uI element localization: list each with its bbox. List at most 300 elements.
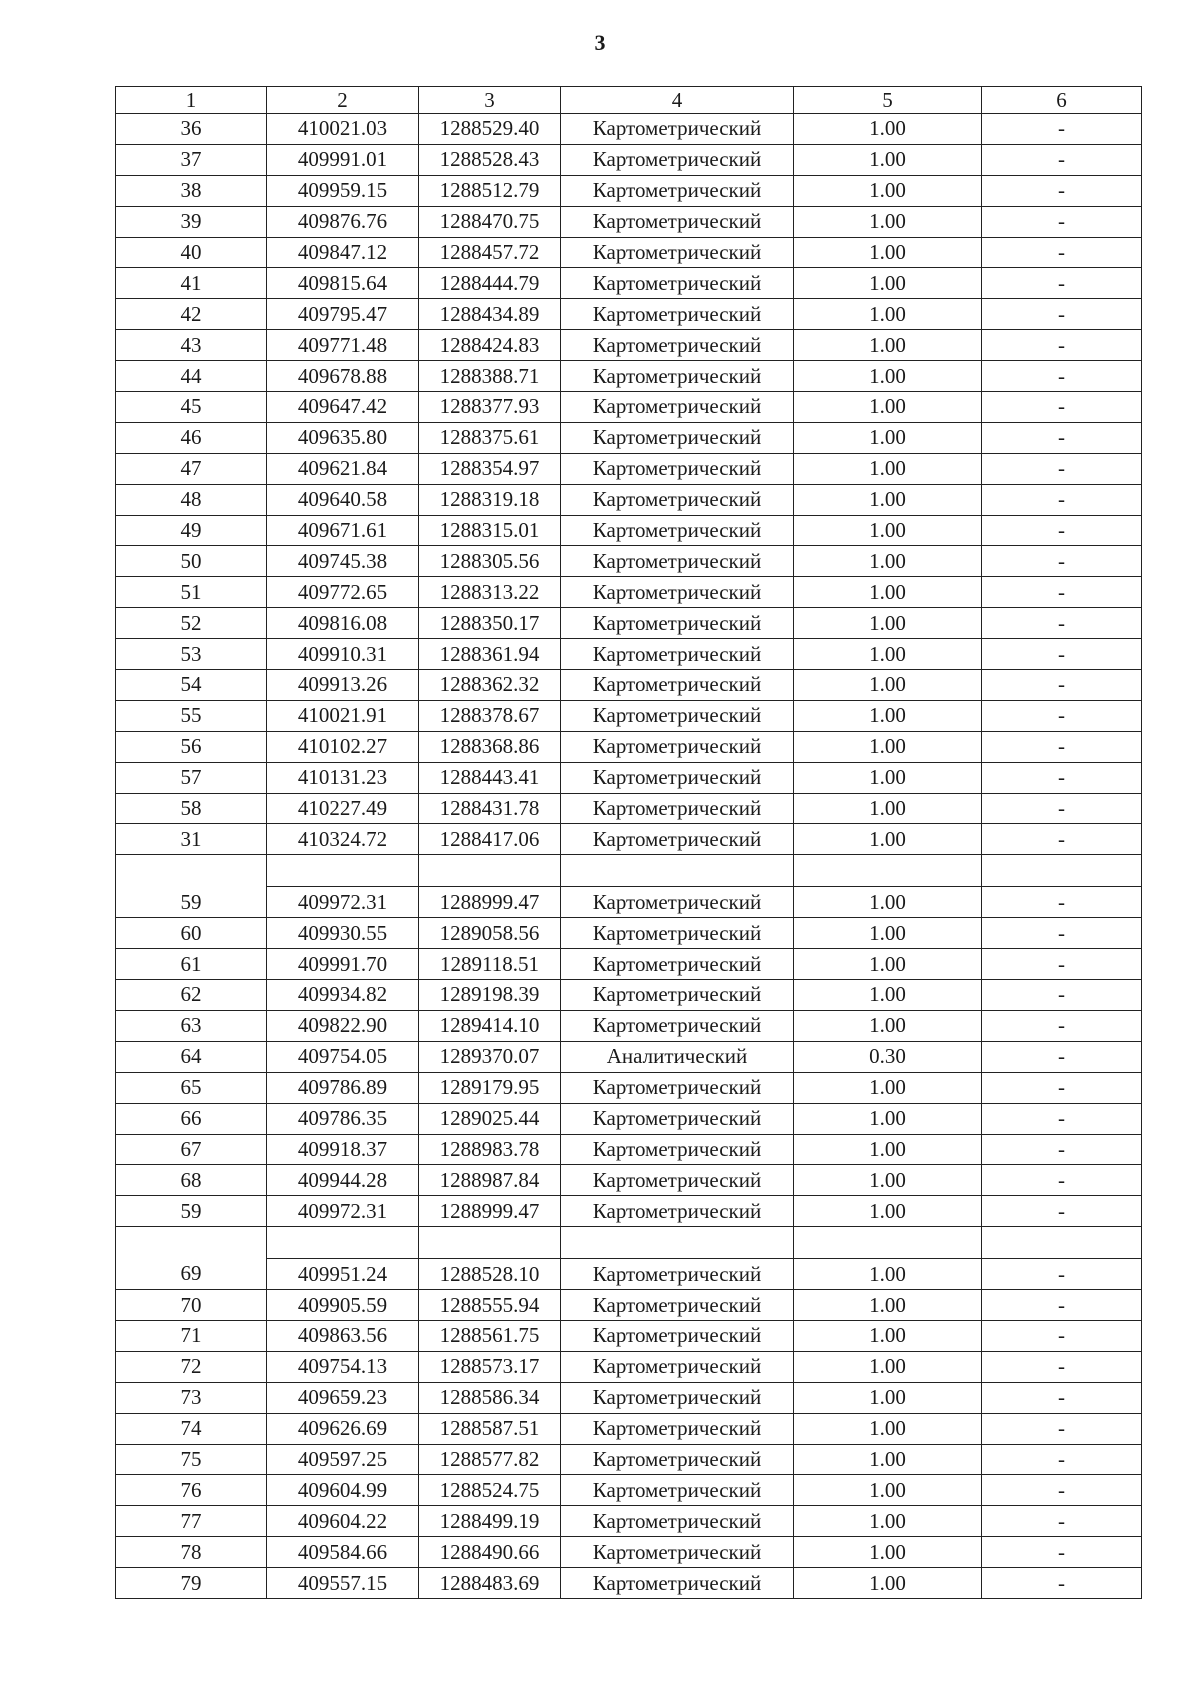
column-header: 6 [982, 87, 1142, 114]
table-cell [116, 855, 267, 887]
table-cell: 76 [116, 1475, 267, 1506]
table-row [116, 918, 1142, 949]
table-row [116, 484, 1142, 515]
table-cell [794, 1227, 982, 1259]
table-row [116, 392, 1142, 423]
table-cell: 409640.58 [267, 484, 419, 515]
table-row [116, 824, 1142, 855]
table-row [116, 144, 1142, 175]
table-cell: Картометрический [561, 515, 794, 546]
table-cell: 1288434.89 [419, 299, 561, 330]
table-row [116, 1134, 1142, 1165]
table-cell: 1.00 [794, 608, 982, 639]
table-cell: 1.00 [794, 144, 982, 175]
table-cell: 1288361.94 [419, 639, 561, 670]
table-cell: 1289370.07 [419, 1041, 561, 1072]
table-cell: 46 [116, 422, 267, 453]
table-cell: Картометрический [561, 918, 794, 949]
table-cell: 1288443.41 [419, 762, 561, 793]
table-row [116, 980, 1142, 1011]
table-cell: - [982, 980, 1142, 1011]
table-cell: 409910.31 [267, 639, 419, 670]
table-cell: 73 [116, 1382, 267, 1413]
table-cell: - [982, 887, 1142, 918]
table-cell: - [982, 1290, 1142, 1321]
column-header: 1 [116, 87, 267, 114]
table-cell: 1.00 [794, 1413, 982, 1444]
table-cell: 1288388.71 [419, 361, 561, 392]
table-cell: 409754.05 [267, 1041, 419, 1072]
table-cell: 1.00 [794, 1444, 982, 1475]
table-cell: - [982, 144, 1142, 175]
table-cell: Картометрический [561, 1413, 794, 1444]
table-row [116, 608, 1142, 639]
table-cell [794, 855, 982, 887]
table-cell: 37 [116, 144, 267, 175]
table-cell [419, 1227, 561, 1259]
table-cell: Картометрический [561, 361, 794, 392]
table-row [116, 1103, 1142, 1134]
table-cell: 1.00 [794, 1568, 982, 1599]
table-cell: 409772.65 [267, 577, 419, 608]
table-cell: - [982, 670, 1142, 701]
coordinates-table [115, 86, 1142, 1599]
table-cell: 1288313.22 [419, 577, 561, 608]
table-cell: 409913.26 [267, 670, 419, 701]
table-cell: 1.00 [794, 980, 982, 1011]
table-row [116, 546, 1142, 577]
table-cell: Картометрический [561, 1134, 794, 1165]
table-cell [982, 1227, 1142, 1259]
table-cell: 48 [116, 484, 267, 515]
table-cell: 1.00 [794, 1196, 982, 1227]
table-cell: - [982, 700, 1142, 731]
table-cell: - [982, 1413, 1142, 1444]
table-cell: 1.00 [794, 1290, 982, 1321]
table-cell: 409671.61 [267, 515, 419, 546]
table-cell: 1289198.39 [419, 980, 561, 1011]
table-cell: 1.00 [794, 114, 982, 145]
table-cell: Картометрический [561, 1320, 794, 1351]
table-cell: 409863.56 [267, 1320, 419, 1351]
table-cell: - [982, 546, 1142, 577]
table-cell: 1288444.79 [419, 268, 561, 299]
table-cell: Картометрический [561, 1444, 794, 1475]
table-cell: 409745.38 [267, 546, 419, 577]
table-row [116, 515, 1142, 546]
table-cell: 409659.23 [267, 1382, 419, 1413]
table-cell: - [982, 422, 1142, 453]
table-cell: 409604.99 [267, 1475, 419, 1506]
table-cell: Картометрический [561, 1010, 794, 1041]
table-cell: 409959.15 [267, 175, 419, 206]
table-cell: Картометрический [561, 392, 794, 423]
table-cell: 57 [116, 762, 267, 793]
table-cell: 1.00 [794, 1010, 982, 1041]
table-cell: Картометрический [561, 670, 794, 701]
table-cell: 1288362.32 [419, 670, 561, 701]
table-cell: 409678.88 [267, 361, 419, 392]
table-cell: 1288483.69 [419, 1568, 561, 1599]
table-cell: 410102.27 [267, 731, 419, 762]
table-cell: 1288417.06 [419, 824, 561, 855]
table-cell: 1288529.40 [419, 114, 561, 145]
table-cell: 1288377.93 [419, 392, 561, 423]
table-cell: 40 [116, 237, 267, 268]
table-cell: 60 [116, 918, 267, 949]
table-cell: 1.00 [794, 1506, 982, 1537]
table-row [116, 237, 1142, 268]
table-row [116, 577, 1142, 608]
table-cell: Картометрический [561, 1351, 794, 1382]
table-row [116, 887, 1142, 918]
table-cell: Картометрический [561, 762, 794, 793]
header-row [116, 87, 1142, 114]
table-cell: 39 [116, 206, 267, 237]
table-row [116, 1320, 1142, 1351]
table-row [116, 1196, 1142, 1227]
table-cell: Картометрический [561, 114, 794, 145]
table-cell: 61 [116, 949, 267, 980]
table-cell [419, 855, 561, 887]
table-cell: - [982, 949, 1142, 980]
table-cell: 1.00 [794, 1475, 982, 1506]
table-cell: Картометрический [561, 1382, 794, 1413]
table-cell: - [982, 392, 1142, 423]
table-cell: - [982, 1475, 1142, 1506]
table-cell: 70 [116, 1290, 267, 1321]
table-cell: 75 [116, 1444, 267, 1475]
table-cell: 1.00 [794, 700, 982, 731]
table-cell: 66 [116, 1103, 267, 1134]
table-cell: 1289118.51 [419, 949, 561, 980]
table-cell: - [982, 330, 1142, 361]
table-cell: - [982, 1382, 1142, 1413]
table-cell: 409604.22 [267, 1506, 419, 1537]
table-cell: 55 [116, 700, 267, 731]
table-cell: - [982, 1165, 1142, 1196]
table-cell: Картометрический [561, 1196, 794, 1227]
table-cell: - [982, 1259, 1142, 1290]
table-cell: - [982, 824, 1142, 855]
column-header: 3 [419, 87, 561, 114]
table-cell: - [982, 639, 1142, 670]
table-cell: 1.00 [794, 422, 982, 453]
table-cell: 1.00 [794, 1382, 982, 1413]
table-cell: 1.00 [794, 1537, 982, 1568]
table-cell: 1.00 [794, 824, 982, 855]
column-header: 4 [561, 87, 794, 114]
table-cell: - [982, 206, 1142, 237]
table-cell: Картометрический [561, 1072, 794, 1103]
table-cell: 53 [116, 639, 267, 670]
table-cell: 50 [116, 546, 267, 577]
table-cell: - [982, 608, 1142, 639]
table-cell: Картометрический [561, 793, 794, 824]
table-cell: - [982, 1537, 1142, 1568]
table-cell: 54 [116, 670, 267, 701]
table-cell: 51 [116, 577, 267, 608]
table-cell: Картометрический [561, 175, 794, 206]
table-cell: - [982, 793, 1142, 824]
table-cell: 43 [116, 330, 267, 361]
table-cell: 64 [116, 1041, 267, 1072]
table-cell: 1.00 [794, 577, 982, 608]
table-cell: 1288999.47 [419, 1196, 561, 1227]
table-cell: - [982, 1444, 1142, 1475]
table-cell: - [982, 731, 1142, 762]
table-cell: Картометрический [561, 206, 794, 237]
table-cell: 1.00 [794, 1072, 982, 1103]
table-cell: 1288528.10 [419, 1259, 561, 1290]
table-cell: - [982, 515, 1142, 546]
table-cell: - [982, 114, 1142, 145]
table-row [116, 175, 1142, 206]
table-cell: - [982, 299, 1142, 330]
table-cell: 409991.01 [267, 144, 419, 175]
table-cell: 1.00 [794, 1103, 982, 1134]
table-cell: Картометрический [561, 484, 794, 515]
table-cell: - [982, 237, 1142, 268]
table-cell: 1288586.34 [419, 1382, 561, 1413]
table-cell: 1288457.72 [419, 237, 561, 268]
table-cell: 1288555.94 [419, 1290, 561, 1321]
table-cell: 59 [116, 887, 267, 918]
table-cell: 410227.49 [267, 793, 419, 824]
table-cell: 1288470.75 [419, 206, 561, 237]
table-cell: 409944.28 [267, 1165, 419, 1196]
table-cell [982, 855, 1142, 887]
table-cell: 0.30 [794, 1041, 982, 1072]
table-row [116, 206, 1142, 237]
table-cell: Картометрический [561, 1165, 794, 1196]
table-cell: 1.00 [794, 392, 982, 423]
table-cell: 409991.70 [267, 949, 419, 980]
table-cell: 409951.24 [267, 1259, 419, 1290]
table-cell: 1.00 [794, 268, 982, 299]
table-cell: Картометрический [561, 453, 794, 484]
table-cell: 1288375.61 [419, 422, 561, 453]
table-cell: 45 [116, 392, 267, 423]
table-cell: Картометрический [561, 144, 794, 175]
table-cell: 1288315.01 [419, 515, 561, 546]
table-cell: Картометрический [561, 546, 794, 577]
table-cell: 72 [116, 1351, 267, 1382]
table-cell [267, 855, 419, 887]
table-row [116, 1444, 1142, 1475]
table-row [116, 453, 1142, 484]
table-cell: 409918.37 [267, 1134, 419, 1165]
table-cell: 1.00 [794, 762, 982, 793]
table-cell: Картометрический [561, 1103, 794, 1134]
table-cell: 1288368.86 [419, 731, 561, 762]
table-cell: Картометрический [561, 1259, 794, 1290]
table-row [116, 268, 1142, 299]
table-cell: 409905.59 [267, 1290, 419, 1321]
table-cell: Картометрический [561, 639, 794, 670]
table-cell: - [982, 1103, 1142, 1134]
table-cell: - [982, 1320, 1142, 1351]
table-cell: 1288512.79 [419, 175, 561, 206]
table-cell: 1288431.78 [419, 793, 561, 824]
table-cell: 1288983.78 [419, 1134, 561, 1165]
table-cell: 67 [116, 1134, 267, 1165]
table-cell: 409754.13 [267, 1351, 419, 1382]
table-cell: 63 [116, 1010, 267, 1041]
table-row [116, 1259, 1142, 1290]
table-cell: - [982, 577, 1142, 608]
table-cell: 1.00 [794, 1259, 982, 1290]
table-cell: 1.00 [794, 949, 982, 980]
table-row [116, 1351, 1142, 1382]
table-cell: Картометрический [561, 1568, 794, 1599]
table-cell: 1289058.56 [419, 918, 561, 949]
table-cell: 44 [116, 361, 267, 392]
table-cell: 56 [116, 731, 267, 762]
table-cell: 410021.03 [267, 114, 419, 145]
table-cell: 409972.31 [267, 887, 419, 918]
table-row [116, 1568, 1142, 1599]
table-cell: 1.00 [794, 639, 982, 670]
table-cell: - [982, 1351, 1142, 1382]
table-cell: 410021.91 [267, 700, 419, 731]
table-cell: 1288528.43 [419, 144, 561, 175]
table-header [116, 87, 1142, 114]
table-cell: 409557.15 [267, 1568, 419, 1599]
table-cell: 49 [116, 515, 267, 546]
table-cell: - [982, 175, 1142, 206]
table-cell: 1.00 [794, 731, 982, 762]
table-cell: 1288499.19 [419, 1506, 561, 1537]
table-cell: 410324.72 [267, 824, 419, 855]
table-separator-row [116, 1227, 1142, 1259]
table-cell: 1288354.97 [419, 453, 561, 484]
table-cell: - [982, 1010, 1142, 1041]
table-cell: 1288577.82 [419, 1444, 561, 1475]
table-cell: 42 [116, 299, 267, 330]
table-cell: 1289414.10 [419, 1010, 561, 1041]
table-cell: - [982, 1134, 1142, 1165]
table-cell: 74 [116, 1413, 267, 1444]
table-cell: 38 [116, 175, 267, 206]
table-cell: 1.00 [794, 1320, 982, 1351]
table-cell: 409635.80 [267, 422, 419, 453]
table-cell: 1.00 [794, 793, 982, 824]
table-cell: 1288987.84 [419, 1165, 561, 1196]
table-cell: Картометрический [561, 299, 794, 330]
table-cell [267, 1227, 419, 1259]
table-cell: Картометрический [561, 268, 794, 299]
page-number: 3 [594, 30, 606, 55]
table-cell: 409822.90 [267, 1010, 419, 1041]
table-row [116, 1506, 1142, 1537]
table-cell: 1.00 [794, 546, 982, 577]
table-cell: 1.00 [794, 453, 982, 484]
table-cell: 1.00 [794, 484, 982, 515]
table-row [116, 1382, 1142, 1413]
table-cell: Аналитический [561, 1041, 794, 1072]
column-header: 5 [794, 87, 982, 114]
table-cell: 58 [116, 793, 267, 824]
table-cell: Картометрический [561, 577, 794, 608]
table-cell: 409584.66 [267, 1537, 419, 1568]
table-cell: 1288999.47 [419, 887, 561, 918]
table-cell: 71 [116, 1320, 267, 1351]
table-cell: 1288490.66 [419, 1537, 561, 1568]
table-row [116, 670, 1142, 701]
table-cell: 68 [116, 1165, 267, 1196]
table-cell: 1288587.51 [419, 1413, 561, 1444]
table-row [116, 361, 1142, 392]
table-cell: 409597.25 [267, 1444, 419, 1475]
table-cell: 409930.55 [267, 918, 419, 949]
table-cell: 69 [116, 1259, 267, 1290]
table-cell: 77 [116, 1506, 267, 1537]
table-row [116, 639, 1142, 670]
table-cell: - [982, 762, 1142, 793]
table-cell: 409771.48 [267, 330, 419, 361]
table-cell: 1.00 [794, 206, 982, 237]
table-row [116, 1413, 1142, 1444]
table-cell: 409786.89 [267, 1072, 419, 1103]
table-cell: - [982, 1196, 1142, 1227]
table-row [116, 1041, 1142, 1072]
table-cell: 1.00 [794, 175, 982, 206]
table-cell: Картометрический [561, 1537, 794, 1568]
table-cell: 36 [116, 114, 267, 145]
table-cell: - [982, 918, 1142, 949]
column-header: 2 [267, 87, 419, 114]
table-cell: - [982, 268, 1142, 299]
table-cell: Картометрический [561, 731, 794, 762]
table-cell: 1.00 [794, 918, 982, 949]
table-cell: 1288524.75 [419, 1475, 561, 1506]
table-cell: 59 [116, 1196, 267, 1227]
table-cell: 1289179.95 [419, 1072, 561, 1103]
table-cell: Картометрический [561, 887, 794, 918]
table-cell: Картометрический [561, 1506, 794, 1537]
table-cell: 1.00 [794, 361, 982, 392]
table-cell [116, 1227, 267, 1259]
table-cell: 409786.35 [267, 1103, 419, 1134]
table-cell: 1288573.17 [419, 1351, 561, 1382]
table-cell [561, 855, 794, 887]
table-cell: 409647.42 [267, 392, 419, 423]
table-cell: - [982, 361, 1142, 392]
table-row [116, 793, 1142, 824]
table-cell: - [982, 453, 1142, 484]
table-cell: 1.00 [794, 515, 982, 546]
table-cell: Картометрический [561, 608, 794, 639]
table-cell: 1.00 [794, 237, 982, 268]
table-row [116, 114, 1142, 145]
table-cell: 62 [116, 980, 267, 1011]
table-row [116, 731, 1142, 762]
table-cell: 409876.76 [267, 206, 419, 237]
table-cell: 31 [116, 824, 267, 855]
table-cell: 1.00 [794, 1165, 982, 1196]
table-cell: 1289025.44 [419, 1103, 561, 1134]
table-cell: 1.00 [794, 1134, 982, 1165]
table-cell: - [982, 1041, 1142, 1072]
table-cell [561, 1227, 794, 1259]
table-row [116, 949, 1142, 980]
table-cell: - [982, 1568, 1142, 1599]
table-cell: 409816.08 [267, 608, 419, 639]
table-row [116, 1475, 1142, 1506]
table-cell: Картометрический [561, 949, 794, 980]
table-row [116, 1537, 1142, 1568]
